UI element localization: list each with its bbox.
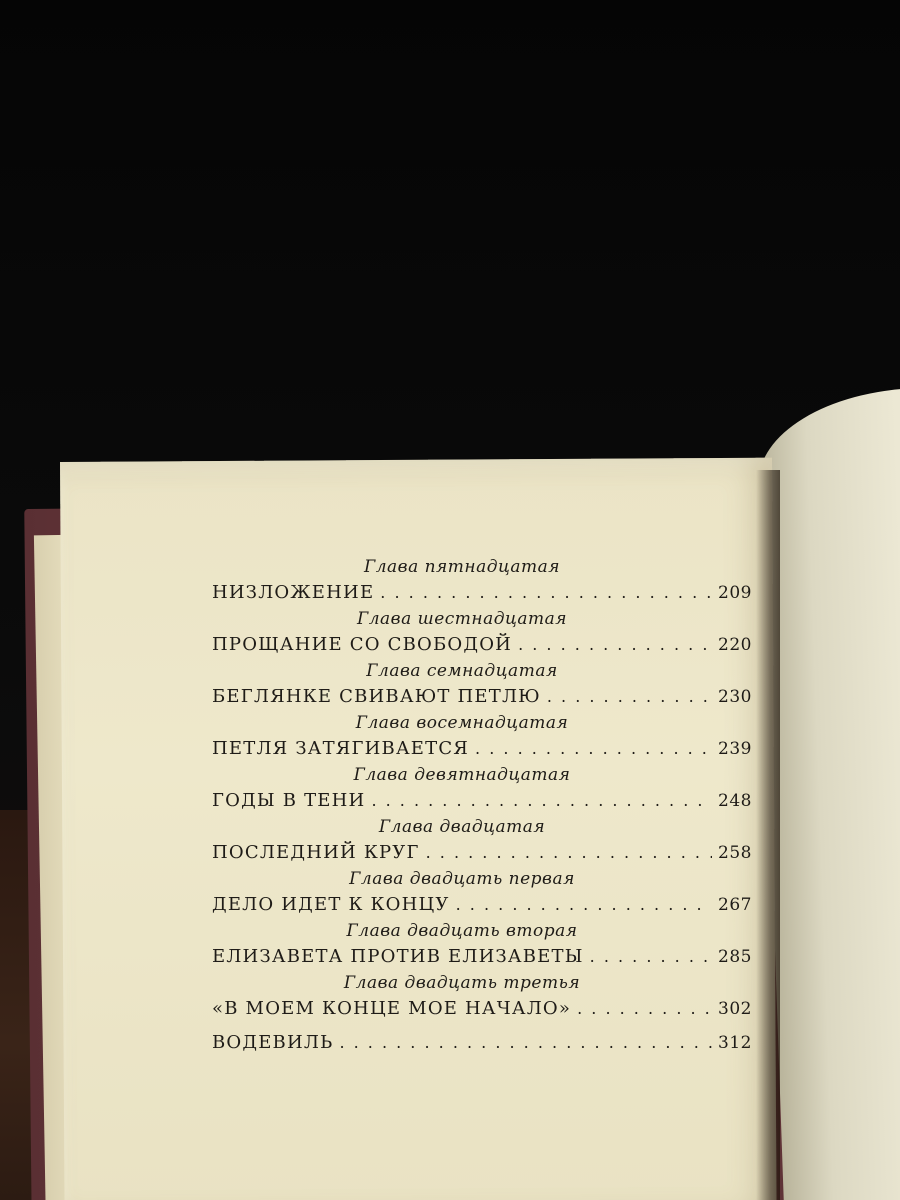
toc-entry	[212, 630, 752, 660]
chapter-label: Глава двадцать первая	[349, 869, 575, 889]
entry-page-number: 258	[718, 843, 752, 863]
dot-leader	[380, 578, 712, 608]
toc-chapter	[212, 556, 752, 608]
dot-leader	[518, 630, 712, 660]
dot-leader	[590, 942, 712, 972]
dot-leader	[547, 682, 712, 712]
chapter-label: Глава семнадцатая	[366, 661, 558, 681]
entry-title: НИЗЛОЖЕНИЕ	[212, 582, 375, 603]
toc-chapter	[212, 868, 752, 920]
gutter-shadow	[756, 470, 780, 1200]
dot-leader	[475, 734, 712, 764]
toc-entry	[212, 682, 752, 712]
entry-page-number: 230	[718, 687, 752, 707]
entry-page-number: 248	[718, 791, 752, 811]
entry-page-number: 267	[718, 895, 752, 915]
toc-entry	[212, 890, 752, 920]
dot-leader	[426, 838, 712, 868]
entry-page-number: 302	[718, 999, 752, 1019]
dot-leader	[456, 890, 712, 920]
toc-chapter	[212, 972, 752, 1024]
entry-title: ВОДЕВИЛЬ	[212, 1032, 334, 1053]
dot-leader	[371, 786, 712, 816]
toc-entry	[212, 994, 752, 1024]
toc-chapter	[212, 764, 752, 816]
entry-page-number: 239	[718, 739, 752, 759]
entry-title: ГОДЫ В ТЕНИ	[212, 790, 366, 811]
entry-page-number: 209	[718, 583, 752, 603]
dot-leader	[577, 994, 712, 1024]
entry-title: ЕЛИЗАВЕТА ПРОТИВ ЕЛИЗАВЕТЫ	[212, 946, 584, 967]
entry-page-number: 220	[718, 635, 752, 655]
chapter-label: Глава двадцать третья	[343, 973, 581, 993]
dot-leader	[339, 1028, 712, 1058]
toc-chapter	[212, 608, 752, 660]
toc-chapter	[212, 816, 752, 868]
toc-entry	[212, 734, 752, 764]
toc-entry	[212, 786, 752, 816]
entry-title: ДЕЛО ИДЕТ К КОНЦУ	[212, 894, 450, 915]
entry-title: ПРОЩАНИЕ СО СВОБОДОЙ	[212, 634, 513, 655]
toc-entry-final	[212, 1028, 752, 1058]
toc-entry	[212, 578, 752, 608]
toc-chapter	[212, 920, 752, 972]
entry-title: ПОСЛЕДНИЙ КРУГ	[212, 842, 420, 863]
chapter-label: Глава восемнадцатая	[355, 713, 569, 733]
entry-page-number: 312	[718, 1033, 752, 1053]
chapter-label: Глава девятнадцатая	[353, 765, 571, 785]
chapter-label: Глава двадцатая	[378, 817, 546, 837]
toc-entry	[212, 942, 752, 972]
chapter-label: Глава пятнадцатая	[363, 557, 561, 577]
entry-title: БЕГЛЯНКЕ СВИВАЮТ ПЕТЛЮ	[212, 686, 541, 707]
chapter-label: Глава двадцать вторая	[346, 921, 578, 941]
entry-title: ПЕТЛЯ ЗАТЯГИВАЕТСЯ	[212, 738, 470, 759]
chapter-label: Глава шестнадцатая	[356, 609, 568, 629]
table-of-contents	[212, 556, 752, 1058]
toc-chapter	[212, 660, 752, 712]
toc-chapter	[212, 712, 752, 764]
entry-page-number: 285	[718, 947, 752, 967]
entry-title: «В МОЕМ КОНЦЕ МОЕ НАЧАЛО»	[212, 998, 572, 1019]
toc-entry	[212, 838, 752, 868]
